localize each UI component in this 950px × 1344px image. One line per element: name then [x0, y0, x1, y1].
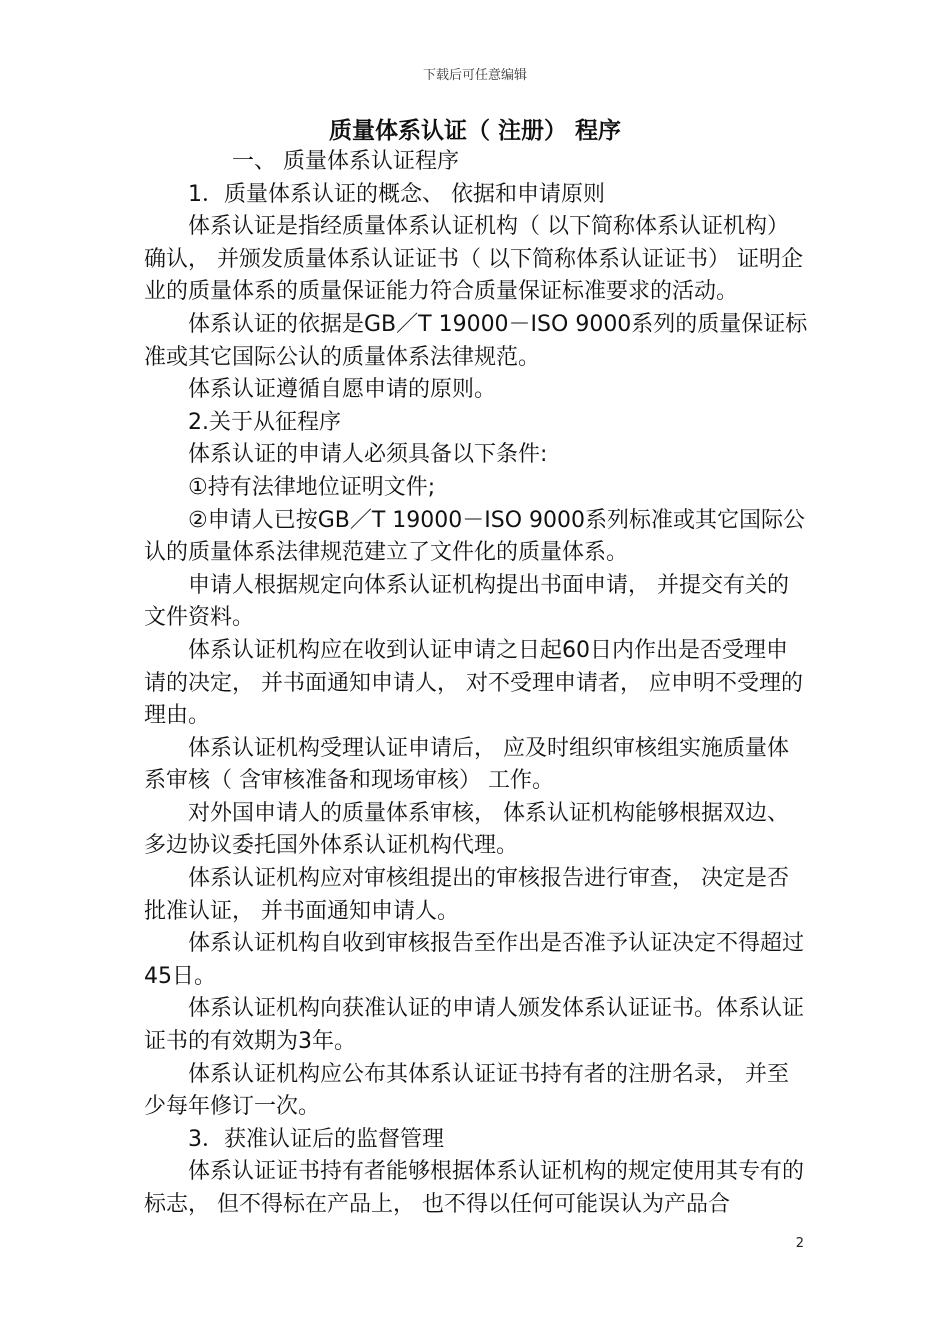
paragraph: 体系认证的依据是GB／T 19000－ISO 9000系列的质量保证标准或其它国际公认的质量体系法律规范。 [144, 311, 808, 370]
paragraph: 体系认证机构应公布其体系认证证书持有者的注册名录， 并至少每年修订一次。 [144, 1061, 789, 1120]
paragraph: 1．质量体系认证的概念、 依据和申请原则 [188, 181, 605, 207]
paragraph: 体系认证的申请人必须具备以下条件: [188, 442, 548, 468]
paragraph: 对外国申请人的质量体系审核， 体系认证机构能够根据双边、 多边协议委托国外体系认证机构代理。 [144, 800, 789, 859]
paragraph: 3．获准认证后的监督管理 [188, 1126, 444, 1152]
paragraph: ②申请人已按GB／T 19000－ISO 9000系列标准或其它国际公认的质量体系法律规范建立了文件化的质量体系。 [144, 507, 806, 566]
paragraph: 体系认证机构向获准认证的申请人颁发体系认证证书。体系认证证书的有效期为3年。 [144, 996, 805, 1055]
paragraph: ①持有法律地位证明文件; [188, 474, 436, 500]
paragraph: 体系认证是指经质量体系认证机构（ 以下简称体系认证机构）确认， 并颁发质量体系认证证书（ 以下简称体系认证证书） 证明企业的质量体系的质量保证能力符合质量保证标准要求的活动。 [144, 214, 803, 305]
document-title: 质量体系认证（ 注册） 程序 [328, 118, 621, 144]
paragraph: 体系认证机构自收到审核报告至作出是否准予认证决定不得超过45日。 [144, 931, 805, 989]
paragraph: 体系认证遵循自愿申请的原则。 [188, 377, 497, 403]
paragraph: 2.关于从征程序 [188, 409, 341, 435]
paragraph: 体系认证机构应对审核组提出的审核报告进行审查， 决定是否批准认证， 并书面通知申请人。 [144, 866, 789, 924]
paragraph: 申请人根据规定向体系认证机构提出书面申请， 并提交有关的文件资料。 [144, 572, 789, 631]
paragraph: 体系认证机构应在收到认证申请之日起60日内作出是否受理申请的决定， 并书面通知申请人， 对不受理申请者， 应申明不受理的理由。 [144, 637, 803, 729]
page-header: 下载后可任意编辑 [422, 68, 527, 83]
section-heading: 一、 质量体系认证程序 [232, 149, 459, 174]
page-number: 2 [795, 1236, 804, 1251]
paragraph: 体系认证证书持有者能够根据体系认证机构的规定使用其专有的标志， 但不得标在产品上， 也不得以任何可能误认为产品合 [144, 1159, 805, 1217]
paragraph: 体系认证机构受理认证申请后， 应及时组织审核组实施质量体系审核（ 含审核准备和现场审核） 工作。 [144, 735, 789, 794]
document-body [144, 146, 808, 1222]
